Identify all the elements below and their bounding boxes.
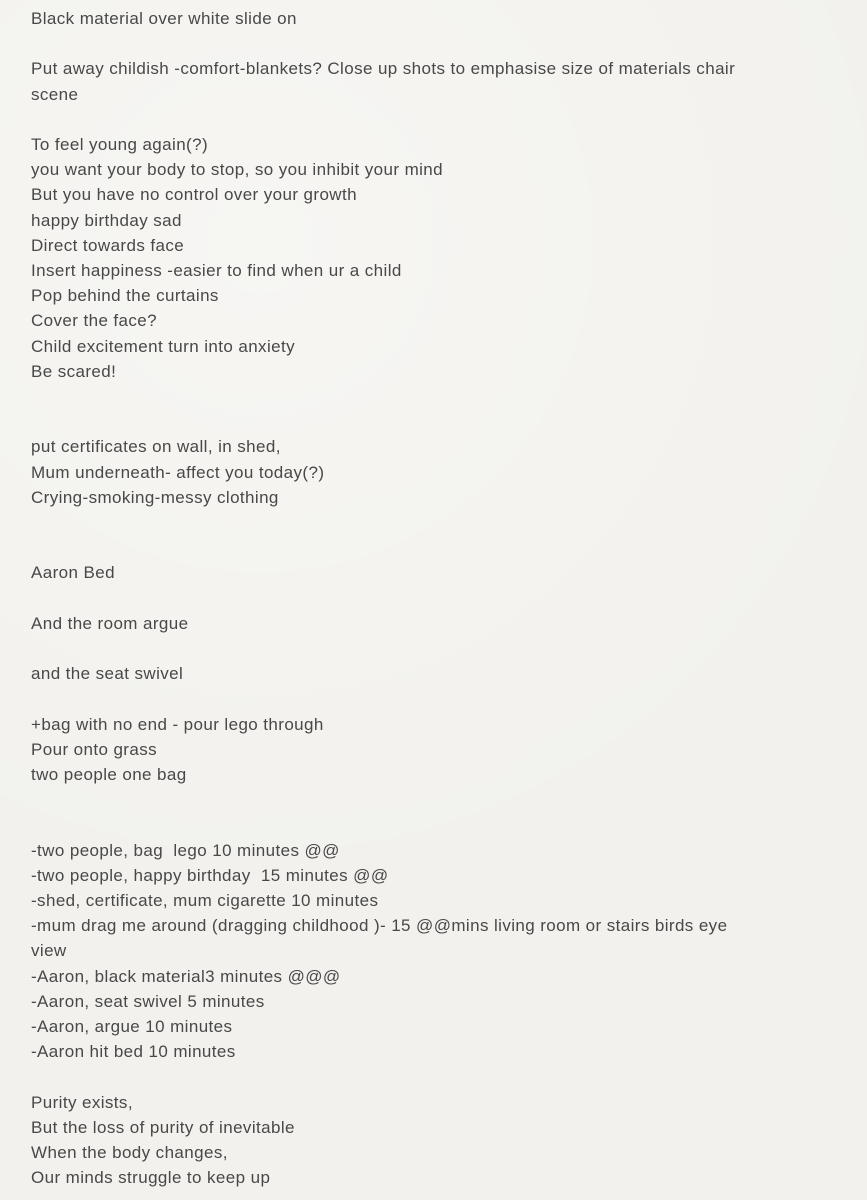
text-line: -two people, happy birthday 15 minutes @@ xyxy=(31,865,389,885)
text-line: Insert happiness -easier to find when ur a child xyxy=(31,261,402,280)
text-line xyxy=(31,686,837,711)
text-line: put certificates on wall, in shed, xyxy=(31,437,281,457)
text-line: and the seat swivel xyxy=(31,664,184,684)
text-line: Put away childish -comfort-blankets? Close up shots to emphasise size of materials chair xyxy=(31,59,736,79)
text-line: Mum underneath- affect you today(?) xyxy=(31,462,325,482)
text-line: -mum drag me around (dragging childhood )- 15 @@mins living room or stairs birds eye xyxy=(31,916,728,936)
text-line: scene xyxy=(31,84,79,104)
text-line: -two people, bag lego 10 minutes @@ xyxy=(31,840,340,860)
text-line xyxy=(31,510,837,535)
text-line: -Aaron, argue 10 minutes xyxy=(31,1016,233,1036)
text-line: Purity exists, xyxy=(31,1092,133,1112)
text-line: Be scared! xyxy=(31,361,117,381)
text-line xyxy=(31,636,837,661)
text-line: Direct towards face xyxy=(31,235,185,255)
text-line xyxy=(31,384,837,409)
text-line: -Aaron, seat swivel 5 minutes xyxy=(31,991,265,1011)
text-line: +bag with no end - pour lego through xyxy=(31,714,324,734)
text-line: -Aaron hit bed 10 minutes xyxy=(31,1042,236,1062)
text-line: Pop behind the curtains xyxy=(31,286,219,306)
text-line: Cover the face? xyxy=(31,311,158,331)
text-line: Aaron Bed xyxy=(31,563,115,583)
text-line: -Aaron, black material3 minutes @@@ xyxy=(31,966,341,986)
text-line: two people one bag xyxy=(31,764,187,784)
text-line: When the body changes, xyxy=(31,1142,228,1162)
text-line xyxy=(31,586,837,611)
text-line xyxy=(31,535,837,560)
text-line xyxy=(31,107,837,132)
text-line xyxy=(31,1064,837,1089)
text-line: And the room argue xyxy=(31,613,189,633)
text-line xyxy=(31,409,837,434)
text-line xyxy=(31,812,837,837)
text-line: But you have no control over your growth xyxy=(31,185,357,205)
text-line: Our minds struggle to keep up xyxy=(31,1168,271,1188)
text-line: But the loss of purity of inevitable xyxy=(31,1117,295,1137)
text-line: To feel young again(?) xyxy=(31,134,209,154)
text-line: -shed, certificate, mum cigarette 10 minutes xyxy=(31,890,379,910)
text-line xyxy=(31,787,837,812)
text-line: Crying-smoking-messy clothing xyxy=(31,487,279,507)
text-line xyxy=(31,31,837,56)
text-line: you want your body to stop, so you inhibit your mind xyxy=(31,160,444,180)
text-line: Child excitement turn into anxiety xyxy=(31,336,296,356)
text-line: happy birthday sad xyxy=(31,210,182,230)
text-line: view xyxy=(31,941,67,961)
text-line: Pour onto grass xyxy=(31,739,158,759)
text-line: Black material over white slide on xyxy=(31,9,297,28)
